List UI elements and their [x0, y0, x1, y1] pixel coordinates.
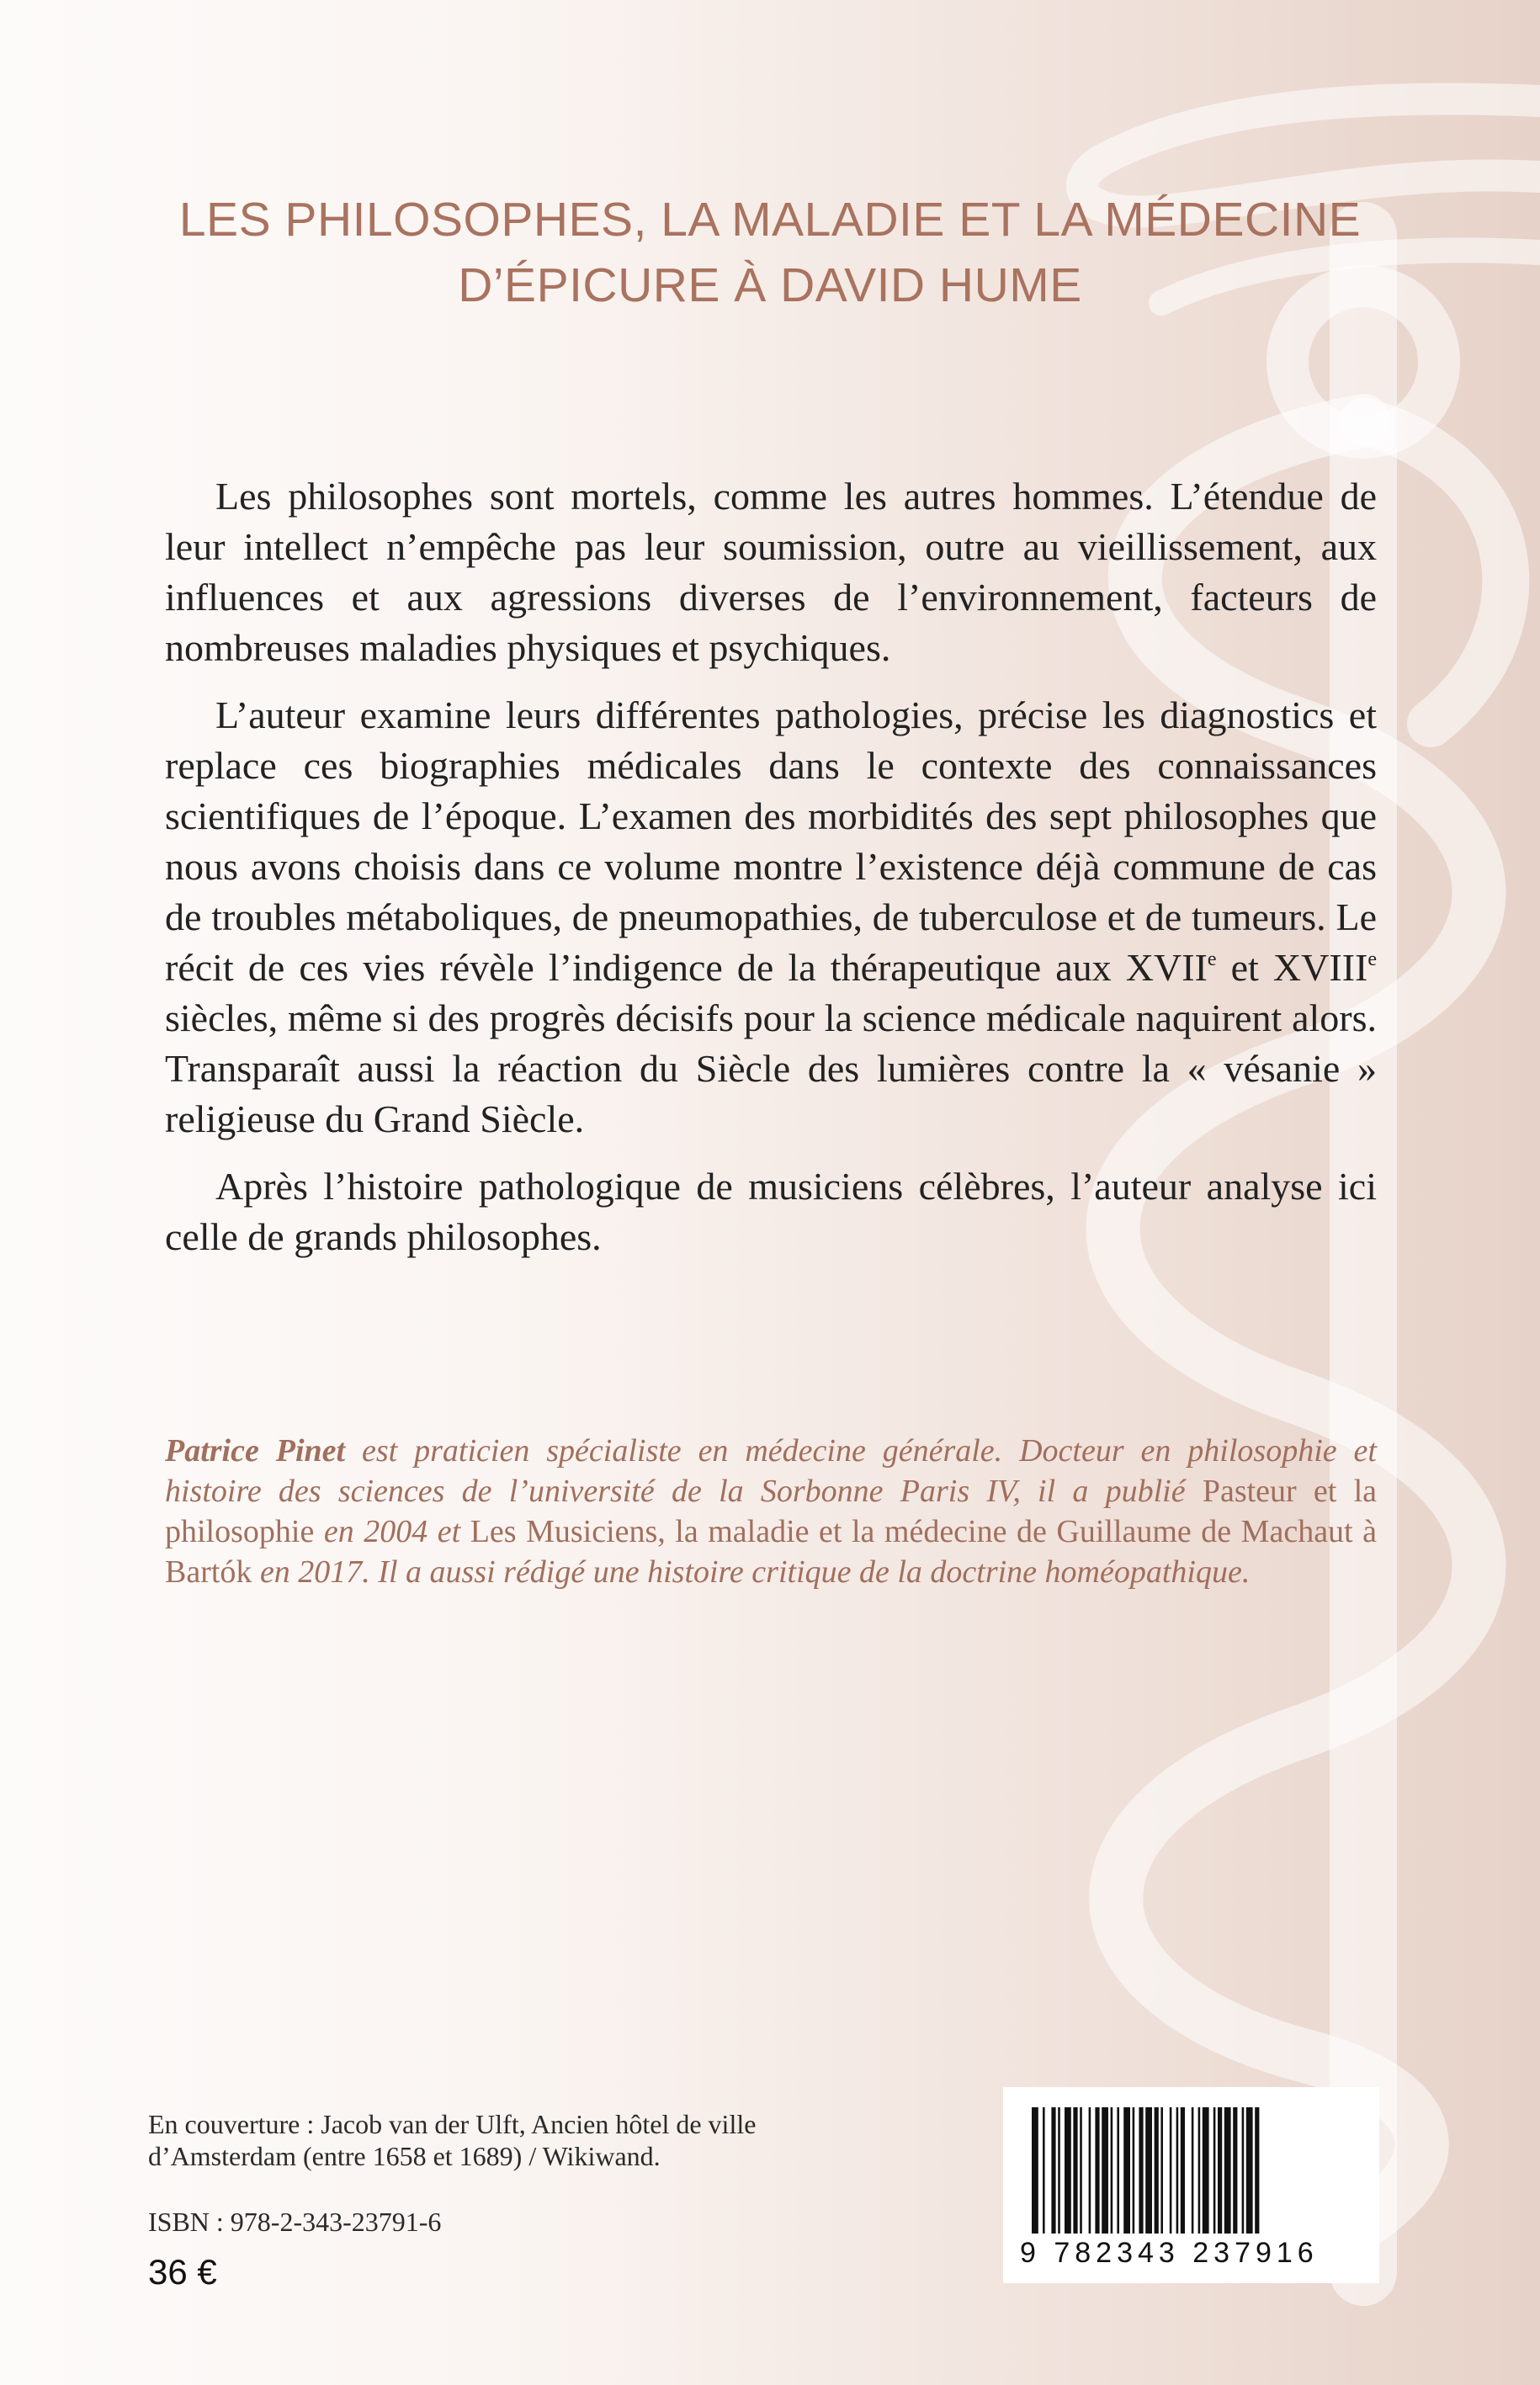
barcode-bar: [1073, 2107, 1077, 2234]
barcode-bar: [1133, 2107, 1135, 2234]
price: 36 €: [148, 2252, 217, 2292]
barcode-bar: [1155, 2107, 1159, 2234]
superscript-e: e: [1207, 948, 1217, 970]
barcode: [1003, 2087, 1379, 2283]
barcode-bar: [1224, 2107, 1231, 2234]
barcode-bar: [1139, 2107, 1143, 2234]
author-name: Patrice Pinet: [165, 1433, 346, 1469]
blurb-p2-part-c: siècles, même si des progrès décisifs pour la science médicale naquirent alors. Transparaît aussi la réaction du Siècle des lumières contre la « vésanie » religieuse du Grand Siècle.: [165, 996, 1377, 1140]
barcode-bar: [1117, 2107, 1119, 2234]
barcode-bar: [1255, 2107, 1259, 2234]
barcode-bar: [1176, 2107, 1179, 2234]
barcode-bars-icon: [1027, 2107, 1357, 2234]
book-title: [101, 187, 1439, 318]
barcode-bar: [1218, 2107, 1222, 2234]
barcode-bar: [1213, 2107, 1216, 2234]
author-bio: [165, 1431, 1377, 1592]
barcode-bar: [1242, 2107, 1245, 2234]
barcode-bar: [1233, 2107, 1237, 2234]
barcode-bar: [1198, 2107, 1201, 2234]
barcode-bar: [1058, 2107, 1060, 2234]
barcode-bar: [1123, 2107, 1130, 2234]
barcode-bar: [1203, 2107, 1209, 2234]
bio-text-3: en 2017. Il a aussi rédigé une histoire critique de la doctrine homéopathique.: [252, 1554, 1251, 1590]
blurb-p2-part-a: L’auteur examine leurs différentes pathologies, précise les diagnostics et replace ces biographies médicales dans le contexte des connaissances scientifiques de l’époque. L’examen des morbidités des sept philosophes que nous avons choisis dans ce volume montre l’existence déjà commune de cas de troubles métaboliques, de pneumopathies, de tuberculose et de tumeurs. Le récit de ces vies révèle l’indigence de la thérapeutique aux XVII: [165, 693, 1377, 989]
blurb-paragraph-2: [165, 690, 1377, 1145]
blurb-p2-part-b: et XVIII: [1216, 946, 1368, 989]
barcode-bar: [1032, 2107, 1038, 2234]
bio-text-1: est praticien spécialiste en médecine générale. Docteur en philosophie et histoire des sciences de l’université de la Sorbonne Paris IV, il a publié: [165, 1433, 1377, 1509]
blurb-paragraph-3: Après l’histoire pathologique de musiciens célèbres, l’auteur analyse ici celle de grands philosophes.: [165, 1165, 1377, 1258]
barcode-bar: [1111, 2107, 1113, 2234]
barcode-bar: [1043, 2107, 1045, 2234]
barcode-bar: [1181, 2107, 1185, 2234]
blurb-paragraph-1: Les philosophes sont mortels, comme les autres hommes. L’étendue de leur intellect n’empêche pas leur soumission, outre au vieillissement, aux influences et aux agressions diverses de l’environnement, facteurs de nombreuses maladies physiques et psychiques.: [165, 475, 1377, 669]
cover-credit: [148, 2108, 821, 2172]
isbn: ISBN : 978-2-343-23791-6: [148, 2207, 442, 2237]
barcode-bar: [1246, 2107, 1253, 2234]
barcode-bar: [1192, 2107, 1194, 2234]
credit-line-1: En couverture : Jacob van der Ulft, Ancien hôtel de ville: [148, 2109, 757, 2139]
barcode-bar: [1065, 2107, 1071, 2234]
title-line-2: D’ÉPICURE À DAVID HUME: [458, 258, 1082, 312]
superscript-e: e: [1367, 948, 1377, 970]
blurb: [165, 471, 1377, 1279]
bio-text-2: en 2004 et: [314, 1514, 470, 1549]
bio-book-2: Les Musiciens, la maladie et la médecine de Guillaume de Machaut à Bartók: [165, 1514, 1377, 1590]
barcode-bar: [1102, 2107, 1108, 2234]
barcode-bar: [1145, 2107, 1152, 2234]
barcode-bar: [1080, 2107, 1082, 2234]
barcode-bar: [1095, 2107, 1099, 2234]
barcode-digits: 9 782343 237916: [1020, 2237, 1319, 2269]
barcode-bar: [1170, 2107, 1172, 2234]
barcode-bar: [1051, 2107, 1055, 2234]
title-line-1: LES PHILOSOPHES, LA MALADIE ET LA MÉDECINE: [178, 193, 1362, 247]
barcode-bar: [1160, 2107, 1163, 2234]
bio-book-1: Pasteur et la philosophie: [165, 1474, 1377, 1549]
barcode-bar: [1089, 2107, 1091, 2234]
credit-line-2: d’Amsterdam (entre 1658 et 1689) / Wikiwand.: [148, 2141, 661, 2171]
